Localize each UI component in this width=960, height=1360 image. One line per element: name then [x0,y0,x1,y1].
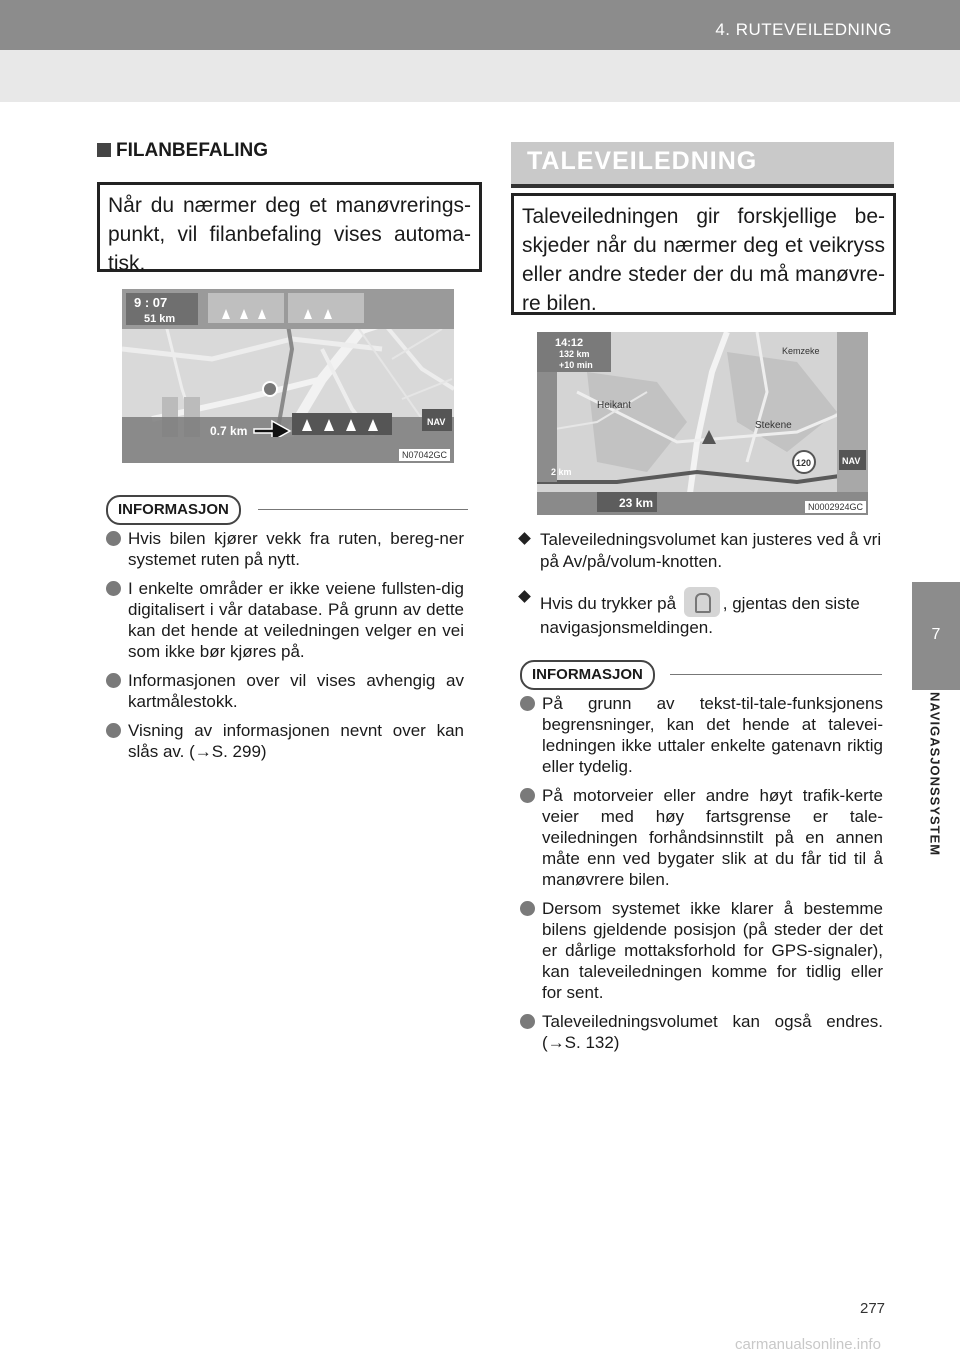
chapter-label-container [915,692,955,932]
lane-guidance-screenshot [122,289,454,463]
watermark: carmanualsonline.info [735,1336,881,1353]
lane-map-svg [122,289,454,463]
lane-nav-button: NAV [427,417,446,427]
chapter-number: 7 [931,626,941,643]
info-label-right: INFORMASJON [520,660,655,690]
diamond-bullet-icon [518,590,531,603]
list-item: Dersom systemet ikke klarer å bestemme bilens gjeldende posisjon (på steder der det er dårlige mottaksforhold for GPS-signaler), kan taleveiledningen komme for tidlig eller for sent. [520,898,883,1003]
bullet-icon [106,723,121,738]
voice-place-2: Stekene [755,420,792,431]
voice-scale: 2 km [551,467,572,477]
voice-map-svg [537,332,868,515]
square-bullet-icon [97,143,111,157]
voice-place-3: Kemzeke [782,346,820,356]
figure-code-left: N07042GC [399,449,450,461]
list-item: Hvis du trykker på , gjentas den siste navigasjonsmeldingen. [518,587,893,639]
list-item: Taleveiledningsvolumet kan også endres. (→S. 132) [520,1011,883,1053]
info-divider-right [670,674,882,675]
list-item: Taleveiledningsvolumet kan justeres ved å vri på Av/på/volum-knotten. [518,529,893,573]
section-title-band [511,142,894,188]
voice-distance-2: +10 min [559,360,593,370]
lane-distance-bottom: 0.7 km [210,424,248,438]
list-item: Hvis bilen kjører vekk fra ruten, bereg-ner systemet ruten på nytt. [106,528,464,570]
bullet-icon [520,901,535,916]
bullet-icon [106,673,121,688]
list-item: På motorveier eller andre høyt trafik-kerte veier med høy fartsgrense er tale-veiledningen forhåndsinnstilt på en annen måte enn ved bygater slik at du får tid til å manøvrere bilen. [520,785,883,890]
voice-guidance-screenshot [537,332,868,515]
diamond-bullet-icon [518,532,531,545]
voice-speed-limit: 120 [796,458,812,468]
bullet-icon [520,788,535,803]
header-subband [0,50,960,102]
voice-repeat-icon [684,587,720,617]
lane-clock: 9 : 07 [134,295,168,310]
info-label-left: INFORMASJON [106,495,241,525]
info-list-right [520,693,883,1061]
bullet-icon [106,581,121,596]
bullet-icon [520,696,535,711]
list-item: Visning av informasjonen nevnt over kan slås av. (→S. 299) [106,720,464,762]
page-number: 277 [860,1300,886,1317]
intro-box-right: Taleveiledningen gir forskjellige be-skjeder når du nærmer deg et veikryss eller andre steder der du må manøvre-re bilen. [511,193,896,315]
bullet-icon [520,1014,535,1029]
voice-nav-button: NAV [842,456,861,466]
bullet-icon [106,531,121,546]
instruction-list [518,529,893,653]
list-item: Informasjonen over vil vises avhengig av kartmålestokk. [106,670,464,712]
list-item: I enkelte områder er ikke veiene fullsten-dig digitalisert i vår database. På grunn av dette kan det hende at veiledningen velger en vei som ikke bør kjøres på. [106,578,464,662]
voice-distance-bottom: 23 km [619,496,654,510]
list-item: På grunn av tekst-til-tale-funksjonens begrensninger, kan det hende at talevei-ledningen ikke uttaler enkelte gatenavn riktig eller tydelig. [520,693,883,777]
info-list-left [106,528,464,770]
lane-distance-top: 51 km [144,313,176,325]
section-title-filanbefaling: FILANBEFALING [97,140,268,162]
section-title-taleveiledning: TALEVEILEDNING [527,147,758,175]
chapter-heading: 4. RUTEVEILEDNING [715,20,892,39]
voice-distance-1: 132 km [559,349,590,359]
intro-box-left: Når du nærmer deg et manøvrerings-punkt, vil filanbefaling vises automa-tisk. [97,182,482,272]
voice-clock: 14:12 [555,337,584,349]
chapter-label: NAVIGASJONSSYSTEM [927,692,943,857]
info-divider-left [258,509,468,510]
figure-code-right: N0002924GC [805,501,866,513]
voice-place-1: Heikant [597,400,631,411]
